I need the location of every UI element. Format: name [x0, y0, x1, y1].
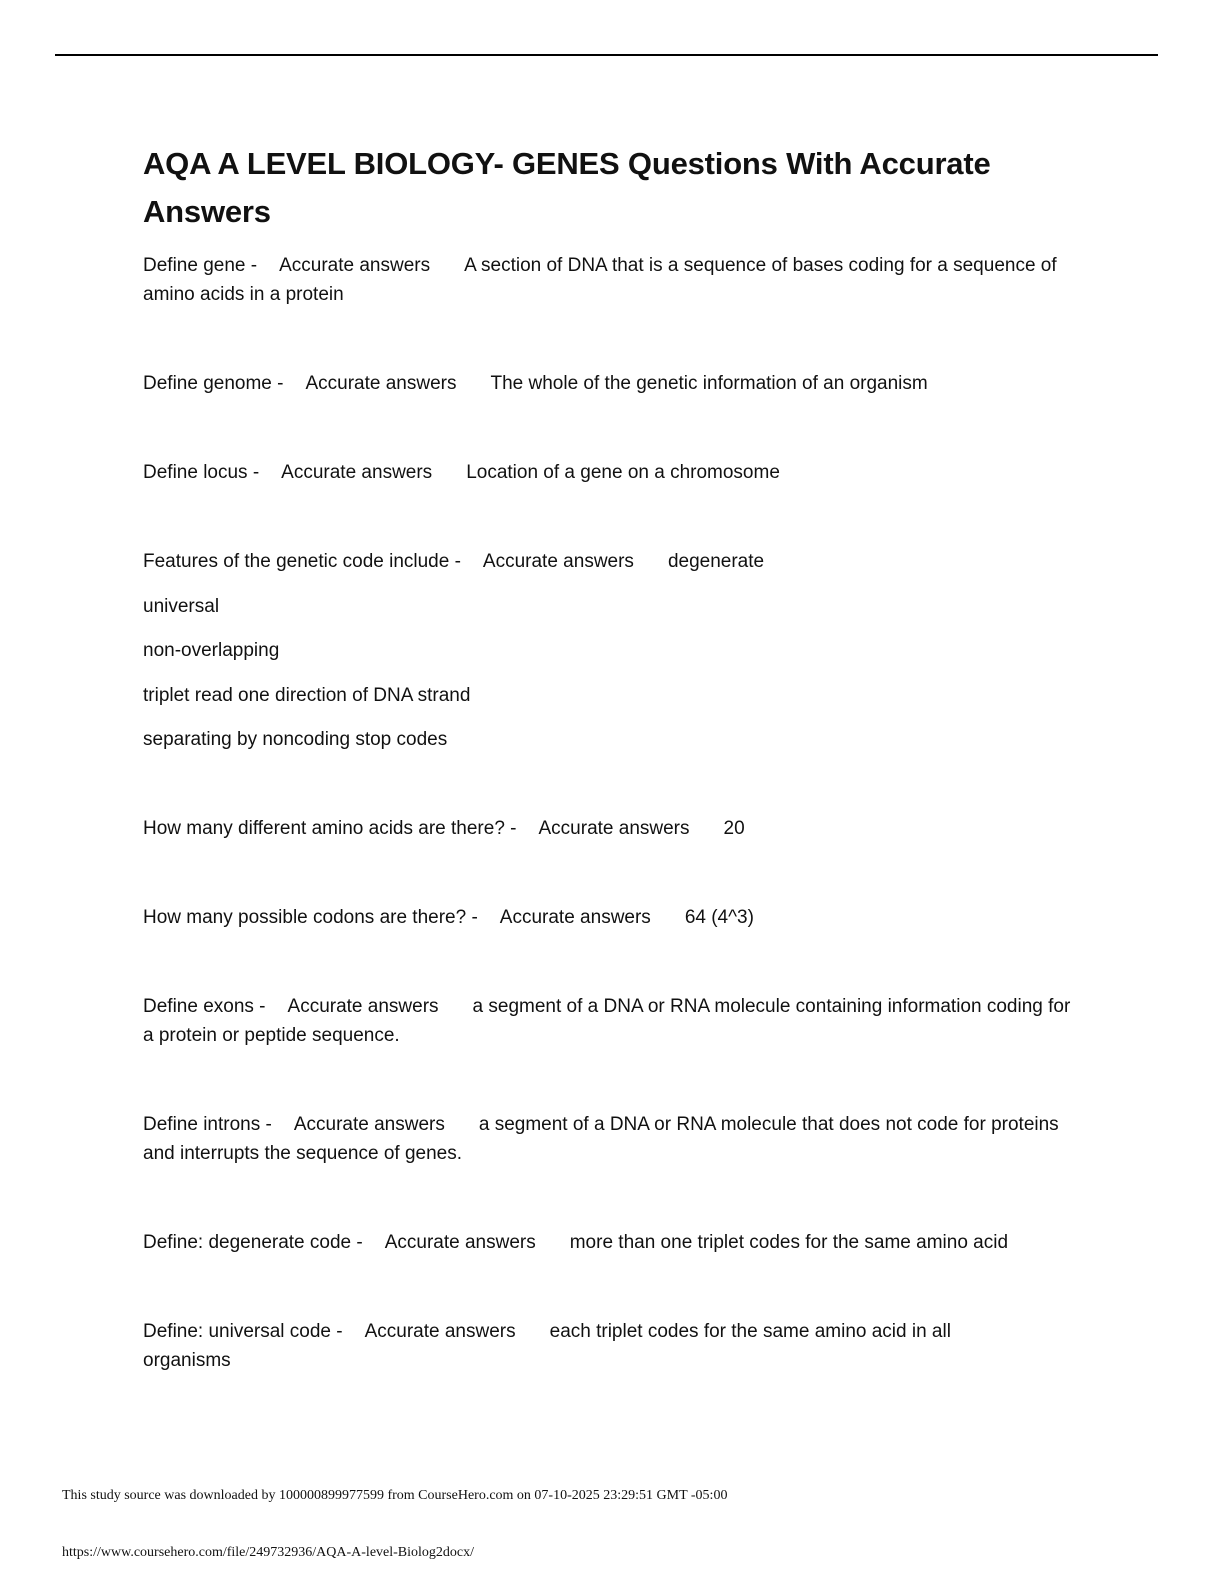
- qa-entry-codon-count: [143, 903, 1078, 932]
- answer-text: degenerate: [667, 551, 765, 572]
- answer-marker: Accurate answers: [482, 551, 634, 572]
- qa-entry-genetic-code-features: [143, 547, 1078, 576]
- header-rule: [55, 54, 1158, 56]
- question-text: Define: degenerate code -: [143, 1232, 363, 1253]
- answer-text: a segment of a DNA or RNA molecule that does not code for proteins and interrupts the sequence of genes.: [143, 1114, 1059, 1164]
- answer-text: each triplet codes for the same amino acid in all organisms: [143, 1321, 951, 1371]
- answer-marker: Accurate answers: [287, 996, 439, 1017]
- answer-continuation-line: triplet read one direction of DNA strand: [143, 685, 471, 706]
- answer-continuation-line: non-overlapping: [143, 640, 280, 661]
- qa-entry-introns: [143, 1110, 1078, 1168]
- source-url[interactable]: https://www.coursehero.com/file/249732936/AQA-A-level-Biolog2docx/: [62, 1545, 475, 1560]
- source-notice: This study source was downloaded by 100000899977599 from CourseHero.com on 07-10-2025 23:29:51 GMT -05:00: [62, 1488, 728, 1503]
- question-text: How many possible codons are there? -: [143, 907, 478, 928]
- question-text: How many different amino acids are there? -: [143, 818, 517, 839]
- answer-text: 64 (4^3): [684, 907, 754, 928]
- qa-entry-genome: [143, 369, 1078, 398]
- answer-text: more than one triplet codes for the same amino acid: [569, 1232, 1009, 1253]
- answer-text: Location of a gene on a chromosome: [466, 462, 780, 483]
- qa-entry-amino-acid-count: [143, 814, 1078, 843]
- qa-entry-universal-code: [143, 1317, 1013, 1375]
- answer-marker: Accurate answers: [293, 1114, 445, 1135]
- qa-entry-degenerate-code: [143, 1228, 1078, 1257]
- answer-marker: Accurate answers: [281, 462, 433, 483]
- answer-text: A section of DNA that is a sequence of bases coding for a sequence of amino acids in a protein: [143, 255, 1057, 305]
- question-text: Features of the genetic code include -: [143, 551, 461, 572]
- answer-text: The whole of the genetic information of an organism: [490, 373, 928, 394]
- qa-entry-gene: [143, 251, 1078, 309]
- answer-text: 20: [723, 818, 745, 839]
- answer-marker: Accurate answers: [499, 907, 651, 928]
- answer-text: a segment of a DNA or RNA molecule containing information coding for a protein or peptide sequence.: [143, 996, 1071, 1046]
- qa-entry-exons: [143, 992, 1078, 1050]
- answer-marker: Accurate answers: [538, 818, 690, 839]
- qa-entry-locus: [143, 458, 1078, 487]
- question-text: Define: universal code -: [143, 1321, 343, 1342]
- question-text: Define locus -: [143, 462, 260, 483]
- question-text: Define introns -: [143, 1114, 272, 1135]
- document-title: AQA A LEVEL BIOLOGY- GENES Questions With Accurate Answers: [143, 146, 991, 229]
- answer-continuation-line: universal: [143, 596, 220, 617]
- question-text: Define gene -: [143, 255, 258, 276]
- answer-marker: Accurate answers: [384, 1232, 536, 1253]
- question-text: Define exons -: [143, 996, 266, 1017]
- answer-marker: Accurate answers: [364, 1321, 516, 1342]
- answer-marker: Accurate answers: [279, 255, 431, 276]
- answer-marker: Accurate answers: [305, 373, 457, 394]
- question-text: Define genome -: [143, 373, 284, 394]
- answer-continuation-line: separating by noncoding stop codes: [143, 729, 448, 750]
